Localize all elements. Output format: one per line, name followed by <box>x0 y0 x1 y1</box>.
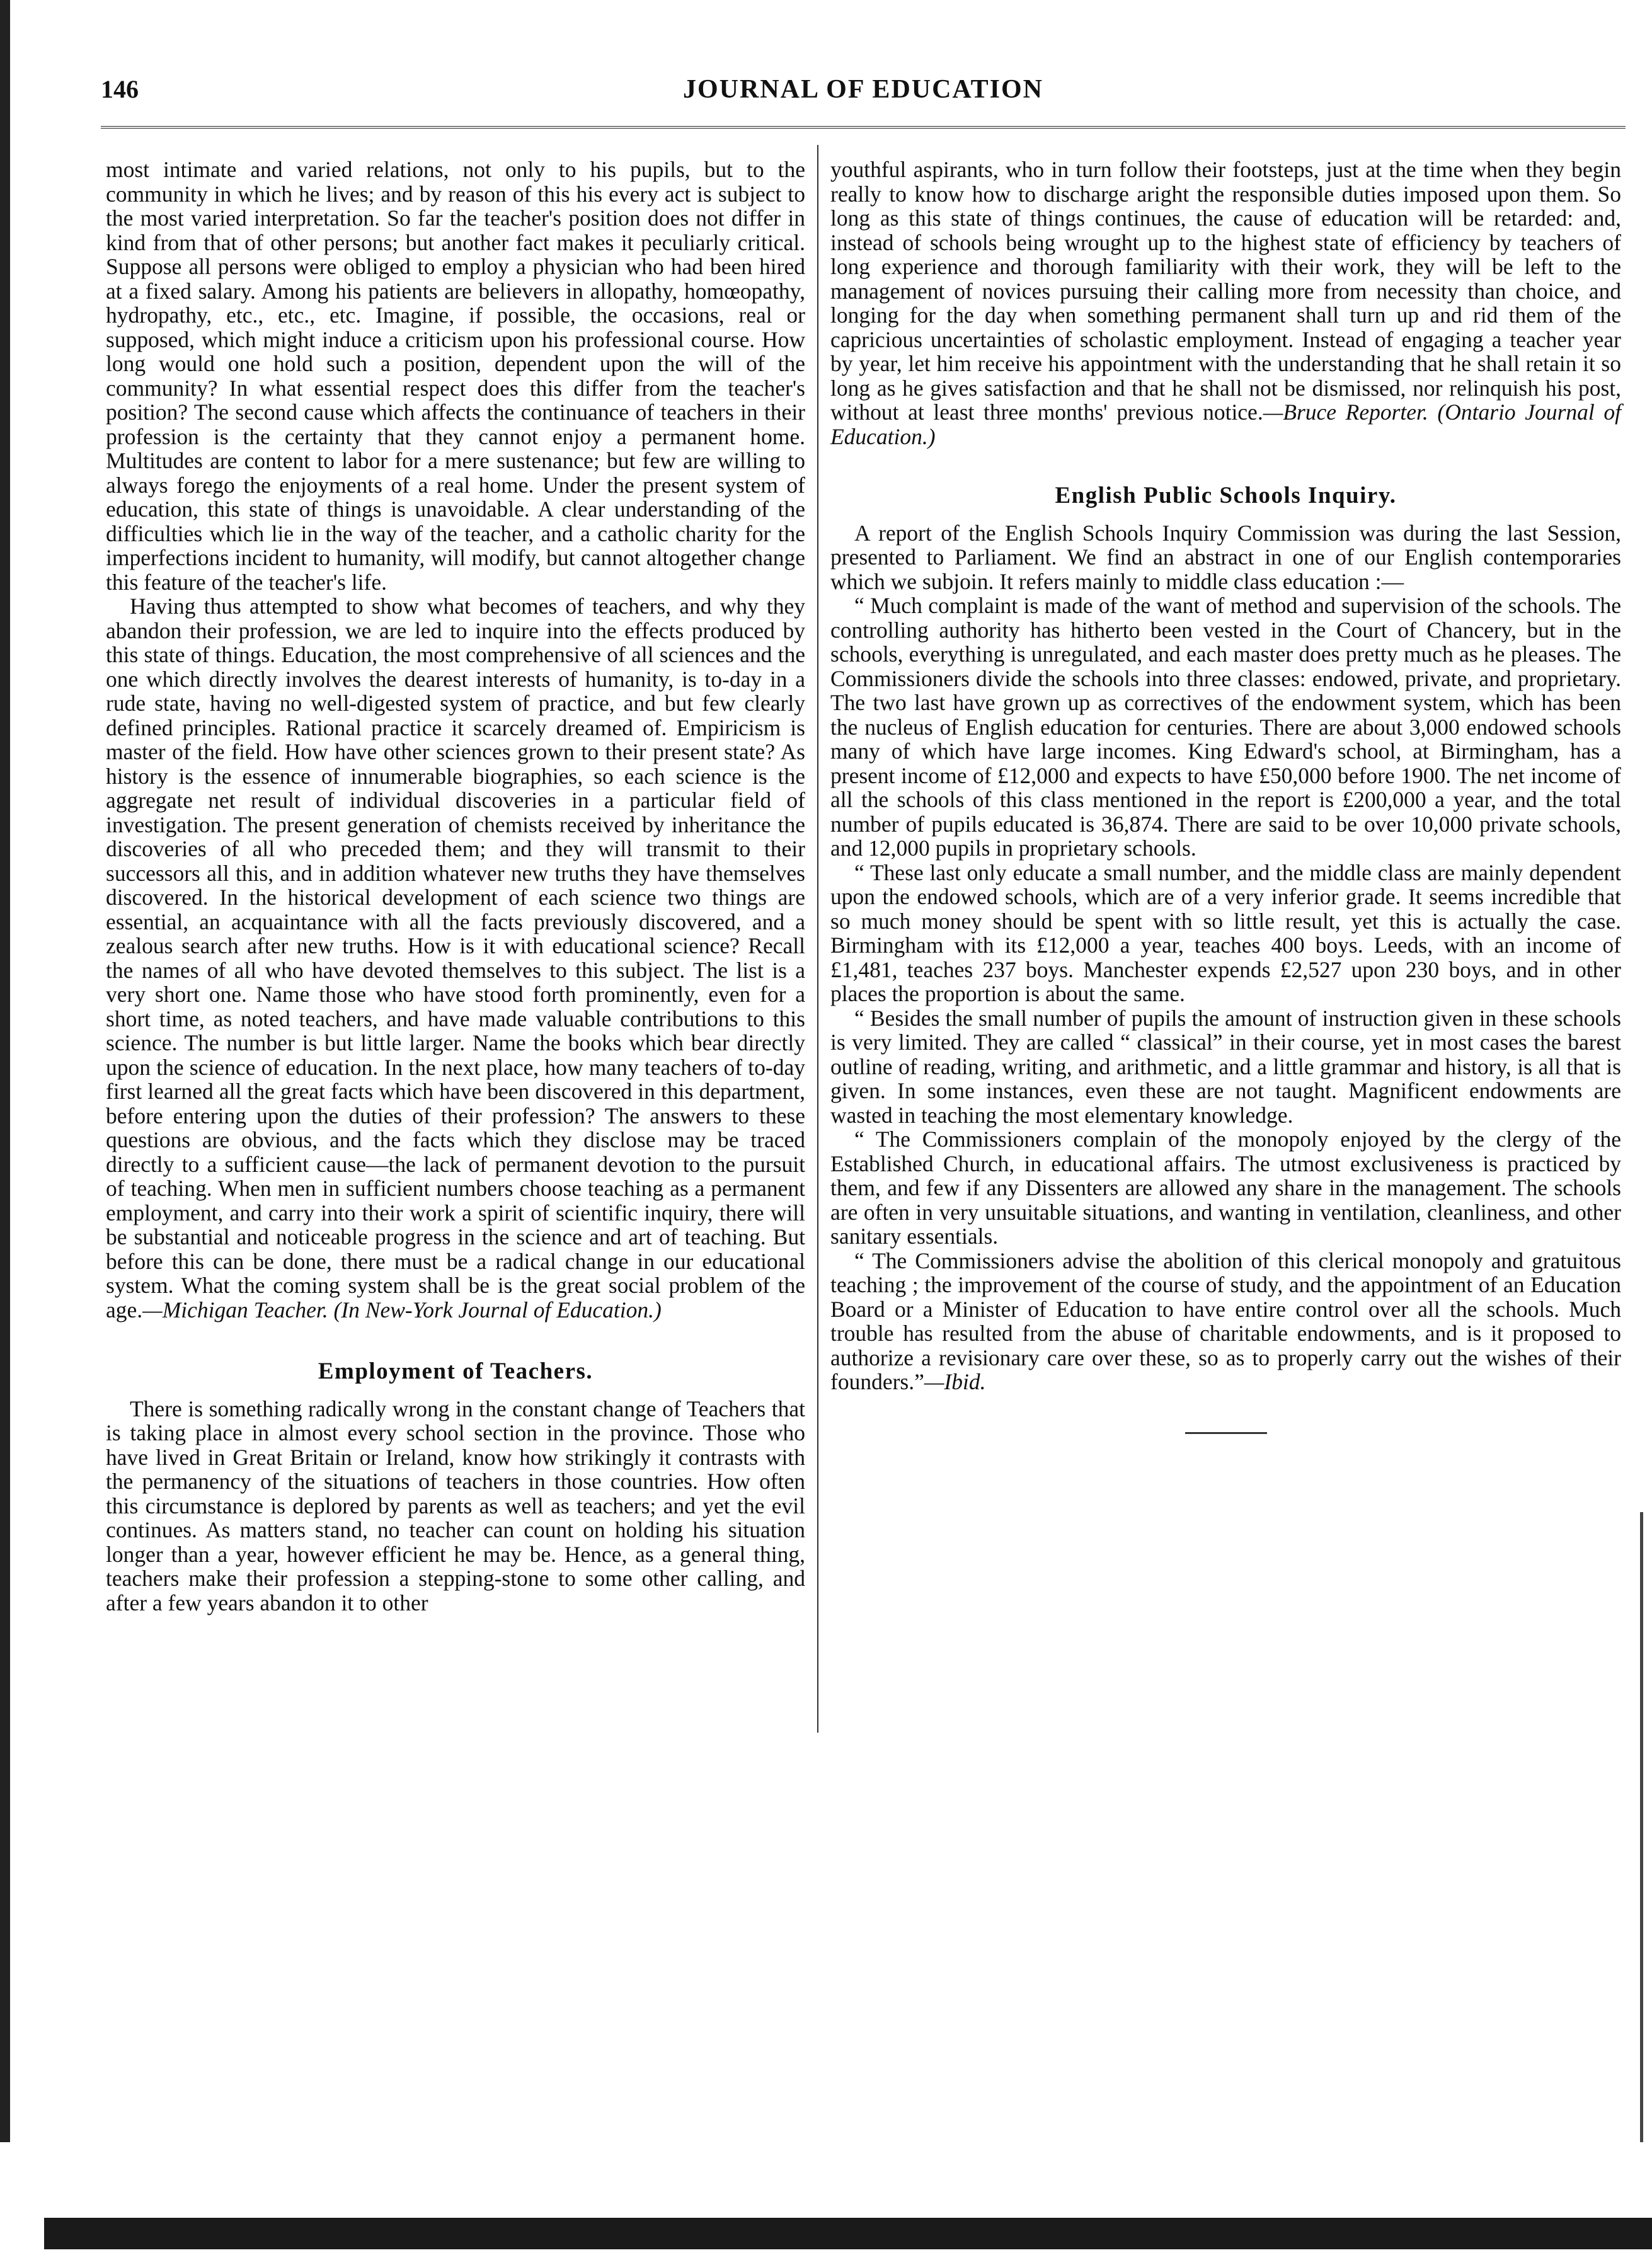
section-heading-employment-of-teachers: Employment of Teachers. <box>318 1358 594 1384</box>
column-divider <box>817 145 818 1733</box>
left-column <box>106 158 805 1615</box>
section-heading-english-public-schools-inquiry: English Public Schools Inquiry. <box>1055 483 1397 508</box>
article-paragraph <box>830 158 1621 449</box>
header-rule <box>101 126 1626 129</box>
article-paragraph: “ Besides the small number of pupils the amount of instruction given in these schools is very limited. They are called “ classical” in their course, yet in most cases the barest outline of reading, writing, and arithmetic, and a little grammar and history, is all that is given. In some instances, even these are not taught. Magnificent endowments are wasted in teaching the most elementary knowledge. <box>830 1005 1621 1128</box>
source-attribution: —Michigan Teacher. (In New-York Journal of Education.) <box>142 1297 662 1322</box>
paragraph-text: “ The Commissioners advise the abolition of this clerical monopoly and gratuitous teaching ; the improvement of the course of study, and the appointment of an Education Board or a Minister of Education to have entire control over all the schools. Much trouble has resulted from the abuse of charitable endowments, and is it proposed to authorize a revisionary care over these, so as to properly carry out the wishes of their founders.” <box>830 1248 1621 1394</box>
source-attribution: —Ibid. <box>924 1369 986 1394</box>
journal-title: JOURNAL OF EDUCATION <box>682 75 1044 104</box>
paragraph-text: Having thus attempted to show what becomes of teachers, and why they abandon their profession, we are led to inquire into the effects produced by this state of things. Education, the most comprehensive of all sciences and the one which directly involves the dearest interests of humanity, is to-day in a rude state, having no well-digested system of practice, and but few clearly defined principles. Rational practice it scarcely dreamed of. Empiricism is master of the field. How have other sciences grown to their present state? As history is the essence of innumerable biographies, so each science is the aggregate net result of individual discoveries in a particular field of investigation. The present generation of chemists received by inheritance the discoveries of all who preceded them; and they will transmit to their successors all this, and in addition whatever new truths they have themselves discovered. In the historical development of each science two things are essential, an acquaintance with all the facts previously discovered, and a zealous search after new truths. How is it with educational science? Recall the names of all who have devoted themselves to this subject. The list is a very short one. Name those who have stood forth prominently, even for a short time, as noted teachers, and have made valuable contributions to this science. The number is but little larger. Name the books which bear directly upon the science of education. In the next place, how many teachers of to-day first learned all the great facts which have been discovered in this department, before entering upon the duties of their profession? The answers to these questions are obvious, and the facts which they disclose may be traced directly to a sufficient cause—the lack of permanent devotion to the pursuit of teaching. When men in sufficient numbers choose teaching as a permanent employment, and carry into their work a spirit of scientific inquiry, there will be substantial and noticeable progress in the science and art of teaching. But before this can be done, there must be a radical change in our educational system. What the coming system shall be is the great social problem of the age. <box>106 594 805 1322</box>
article-paragraph: “ These last only educate a small number, and the middle class are mainly dependent upon the endowed schools, which are of a very inferior grade. It seems incredible that so much money should be spent with so little result, yet this is actually the case. Birmingham with its £12,000 a year, teaches 400 boys. Leeds, with an income of £1,481, teaches 237 boys. Manchester expends £2,527 upon 230 boys, and in other places the proportion is about the same. <box>830 859 1621 1006</box>
article-paragraph: There is something radically wrong in the constant change of Teachers that is taking place in almost every school section in the province. Those who have lived in Great Britain or Ireland, know how strikingly it contrasts with the permanency of the situations of teachers in those countries. How often this circumstance is deplored by parents as well as teachers; and yet the evil continues. As matters stand, no teacher can count on holding his situation longer than a year, however efficient he may be. Hence, as a general thing, teachers make their profession a stepping-stone to some other calling, and after a few years abandon it to other <box>106 1396 805 1615</box>
page-header <box>101 74 1626 118</box>
page-binding-edge <box>0 0 10 2142</box>
page-right-edge <box>1640 1512 1643 2142</box>
article-paragraph: “ The Commissioners complain of the monopoly enjoyed by the clergy of the Established Church, in educational affairs. The utmost exclusiveness is practiced by them, and few if any Dissenters are allowed any share in the management. The schools are often in very unsuitable situations, and wanting in ventilation, cleanliness, and other sanitary essentials. <box>830 1127 1621 1249</box>
article-paragraph: A report of the English Schools Inquiry Commission was during the last Session, presented to Parliament. We find an abstract in one of our English contemporaries which we subjoin. It refers mainly to middle class education :— <box>830 520 1621 594</box>
paragraph-text: youthful aspirants, who in turn follow their footsteps, just at the time when they begin really to know how to discharge aright the responsible duties imposed upon them. So long as this state of things continues, the cause of education will be retarded: and, instead of schools being wrought up to the highest state of efficiency by teachers of long experience and thorough familiarity with their work, they will be left to the management of novices pursuing their calling more from necessity than choice, and longing for the day when something permanent shall turn up and rid them of the capricious uncertainties of scholastic employment. Instead of engaging a teacher year by year, let him receive his appointment with the understanding that he shall retain it so long as he gives satisfaction and that he shall not be dismissed, nor relinquish his post, without at least three months' previous notice. <box>830 157 1621 425</box>
page-number: 146 <box>101 75 139 103</box>
article-end-rule <box>1185 1432 1267 1434</box>
right-column <box>830 158 1621 1434</box>
article-paragraph: most intimate and varied relations, not only to his pupils, but to the community in which he lives; and by reason of this his every act is subject to the most varied interpretation. So far the teacher's position does not differ in kind from that of other persons; but another fact makes it peculiarly critical. Suppose all persons were obliged to employ a physician who had been hired at a fixed salary. Among his patients are believers in allopathy, homœopathy, hydropathy, etc., etc., etc. Imagine, if possible, the occasions, real or supposed, which might induce a criticism upon his professional course. How long would one hold such a position, dependent upon the will of the community? In what essential respect does this differ from the teacher's position? The second cause which affects the continuance of teachers in their profession is the certainty that they cannot enjoy a permanent home. Multitudes are content to labor for a mere sustenance; but few are willing to always forego the enjoyments of a real home. Under the present system of education, this state of things is unavoidable. A clear understanding of the difficulties which lie in the way of the teacher, and a catholic charity for the imperfections incident to humanity, will modify, but cannot altogether change this feature of the teacher's life. <box>106 157 805 595</box>
scan-bottom-edge <box>44 2218 1652 2249</box>
source-attribution: —Bruce Reporter. (Ontario Journal of Education.) <box>830 399 1621 449</box>
article-paragraph: “ Much complaint is made of the want of method and supervision of the schools. The controlling authority has hitherto been vested in the Court of Chancery, but in the schools, everything is unregulated, and each master does pretty much as he pleases. The Commissioners divide the schools into three classes: endowed, private, and proprietary. The two last have grown up as correctives of the endowment system, which has been the nucleus of English education for centuries. There are about 3,000 endowed schools many of which have large incomes. King Edward's school, at Birmingham, has a present income of £12,000 and expects to have £50,000 before 1900. The net income of all the schools of this class mentioned in the report is £200,000 a year, and the total number of pupils educated is 36,874. There are said to be over 10,000 private schools, and 12,000 pupils in proprietary schools. <box>830 593 1621 861</box>
article-paragraph <box>830 1249 1621 1394</box>
article-paragraph <box>106 594 805 1322</box>
